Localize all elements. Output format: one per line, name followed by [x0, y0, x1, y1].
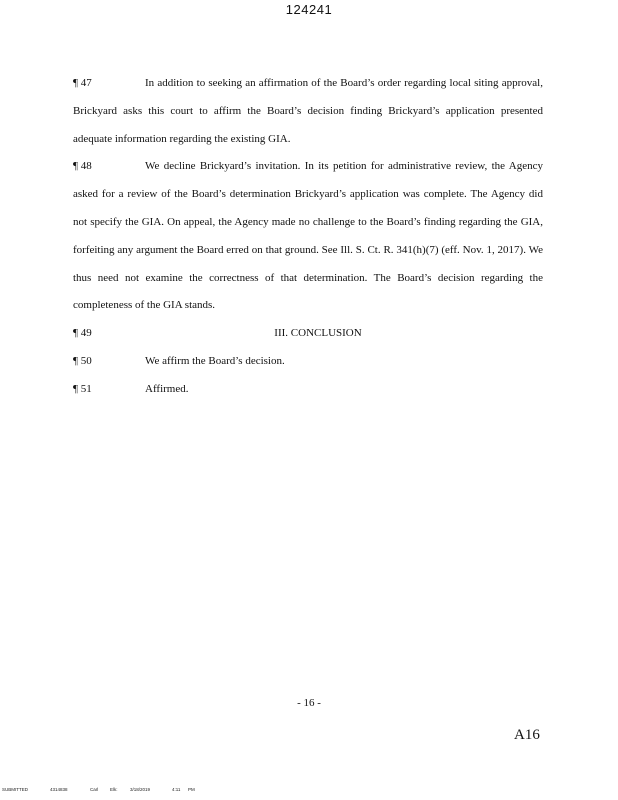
document-number: 124241	[285, 2, 333, 17]
footer-status: SUBMITTED	[2, 787, 29, 792]
paragraph-51	[73, 376, 543, 404]
section-heading: III. CONCLUSION	[274, 327, 362, 340]
paragraph-number: ¶ 51	[73, 382, 92, 395]
paragraph-number: ¶ 50	[73, 354, 92, 367]
paragraph-text: In addition to seeking an affirmation of the Board’s order regarding local siting approval, Brickyard asks this court to affirm the Board’s decision finding Brickyard’s application presented adequate information regarding the existing GIA.	[73, 77, 543, 145]
section-heading-row	[73, 320, 543, 348]
paragraph-text: Affirmed.	[145, 382, 189, 395]
footer-ampm: PM	[188, 787, 195, 792]
paragraph-number: ¶ 47	[73, 77, 92, 89]
footer-author: Carl	[90, 787, 99, 792]
opinion-body	[73, 70, 543, 404]
appendix-label: A16	[514, 727, 540, 743]
footer-time: 4:11	[172, 787, 181, 792]
paragraph-text: We decline Brickyard’s invitation. In its petition for administrative review, the Agency asked for a review of the Board’s determination Brickyard’s application was complete. The Agency did not specify the GIA. On appeal, the Agency made no challenge to the Board’s finding regarding the GIA, forfeiting any argument the Board erred on that ground. See Ill. S. Ct. R. 341(h)(7) (eff. Nov. 1, 2017). We thus need not examine the correctness of that determination. The Board’s decision regarding the completeness of the GIA stands.	[73, 160, 543, 312]
submission-footer	[0, 787, 618, 797]
paragraph-50	[73, 348, 543, 376]
page-number: - 16 -	[297, 697, 321, 709]
footer-date: 3/18/2019	[130, 787, 151, 792]
footer-id: 4314838	[50, 787, 68, 792]
paragraph-48	[73, 153, 543, 320]
paragraph-number: ¶ 48	[73, 160, 92, 173]
paragraph-text: We affirm the Board’s decision.	[145, 354, 285, 367]
footer-tag: Elk:	[110, 787, 118, 792]
paragraph-47	[73, 70, 543, 153]
paragraph-number: ¶ 49	[73, 327, 92, 340]
